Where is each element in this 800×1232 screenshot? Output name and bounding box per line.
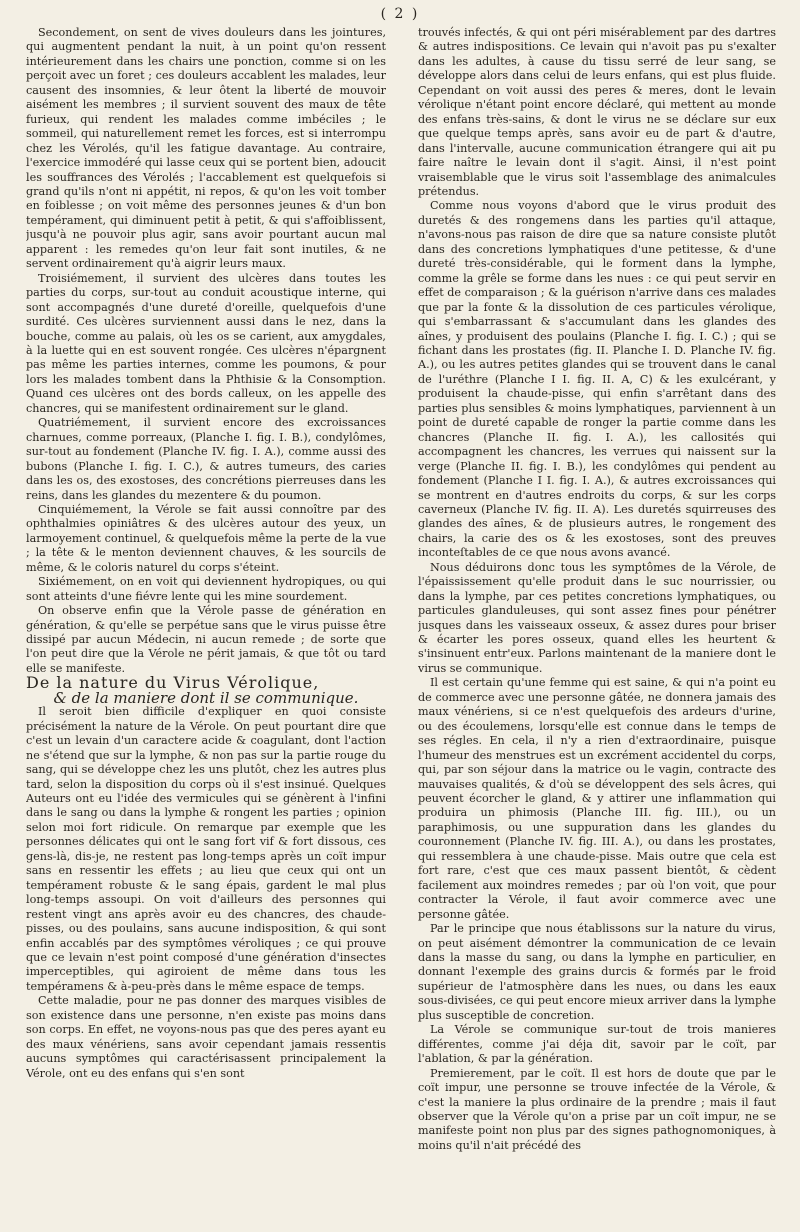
left-column	[26, 26, 386, 1226]
paragraph: Nous déduirons donc tous les symptômes de la Vérole, de l'épaississement qu'elle produit dans le suc nourrissier, ou dans la lymphe, par ces petites concretions lymphatiques, ou particules glanduleuses, qui sont assez fines pour pénétrer jusques dans les vaisseaux osseux, & assez dures pour briser & écarter les pores osseux, quand elles les heurtent & s'insinuent entr'eux. Parlons maintenant de la maniere dont le virus se communique.	[418, 560, 776, 675]
section-subheading: & de la maniere dont il se communique.	[53, 688, 359, 707]
paragraph: Comme nous voyons d'abord que le virus produit des duretés & des rongemens dans les parties qu'il attaque, n'avons-nous pas raison de dire que sa nature consiste plutôt dans des concretions lymphatiques d'une petitesse, & d'une dureté très-considérable, qui le forment dans la lymphe, comme la grêle se forme dans les nues : ce qui peut servir en effet de comparaison ; & la guérison n'arrive dans ces malades que par la fonte & la dissolution de ces particules vérolique, qui s'embarrassant & s'accumulant dans les glandes des aînes, y produisent des poulains (Planche I. fig. I. C.) ; qui se fichant dans les prostates (fig. II. Planche I. D. Planche IV. fig. A.), ou les autres petites glandes qui se trouvent dans le canal de l'uréthre (Planche I I. fig. II. A, C) & les exulcérant, y produisent la chaude-pisse, qui enfin s'arrêtant dans des parties plus sensibles & moins lymphatiques, parviennent à un point de dureté capable de ronger la partie comme dans les chancres (Planche II. fig. I. A.), les callosités qui accompagnent les chancres, les verrues qui naissent sur la verge (Planche II. fig. I. B.), les condylômes qui pendent au fondement (Planche I I. fig. I. A.), & autres excroissances qui se montrent en d'autres endroits du corps, & sur les corps caverneux (Planche IV. fig. II. A). Les duretés squirreuses des glandes des aînes, & de plusieurs autres, le rongement des chairs, la carie des os & les exostoses, sont des preuves inconteſtables de ce que nous avons avancé.	[418, 199, 776, 560]
paragraph: On observe enfin que la Vérole passe de génération en génération, & qu'elle se perpétue sans que le virus puisse être dissipé par aucun Médecin, ni aucun remede ; de sorte que l'on peut dire que la Vérole ne périt jamais, & que tôt ou tard elle se manifeste.	[26, 604, 386, 675]
paragraph: Cette maladie, pour ne pas donner des marques visibles de son existence dans une personne, n'en existe pas moins dans son corps. En effet, ne voyons-nous pas que des peres ayant eu des maux vénériens, sans avoir cependant jamais ressentis aucuns symptômes qui caractérisassent principalement la Vérole, ont eu des enfans qui s'en sont	[26, 994, 386, 1080]
paragraph: Secondement, on sent de vives douleurs dans les jointures, qui augmentent pendant la nuit, à un point qu'on ressent intérieurement dans les chairs une ponction, comme si on les perçoit avec un foret ; ces douleurs accablent les malades, leur causent des insomnies, & leur ôtent la liberté de mouvoir aisément les membres ; il survient souvent des maux de tête furieux, qui rendent les malades comme imbéciles ; le sommeil, qui naturellement remet les forces, est si interrompu chez les Vérolés, qu'il les fatigue davantage. Au contraire, l'exercice immodéré qui lasse ceux qui se portent bien, adoucit les souffrances des Vérolés ; l'accablement est quelquefois si grand qu'ils n'ont ni appétit, ni repos, & qu'on les voit tomber en foiblesse ; on voit même des personnes jeunes & d'un bon tempérament, qui diminuent petit à petit, & qui s'affoiblissent, jusqu'à ne pouvoir plus agir, sans avoir pourtant aucun mal apparent : les remedes qu'on leur fait sont inutiles, & ne servent ordinairement qu'à aigrir leurs maux.	[26, 26, 386, 271]
paragraph: Par le principe que nous établissons sur la nature du virus, on peut aisément démontrer la communication de ce levain dans la masse du sang, ou dans la lymphe en particulier, en donnant l'exemple des grains durcis & formés par le froid supérieur de l'atmosphère dans les nues, ou dans les eaux sous-divisées, ce qui peut encore mieux arriver dans la lymphe plus susceptible de concretion.	[418, 922, 776, 1022]
paragraph: Premierement, par le coït. Il est hors de doute que par le coït impur, une personne se trouve infectée de la Vérole, & c'est la maniere la plus ordinaire de la prendre ; mais il faut observer que la Vérole qu'on a prise par un coït impur, ne se manifeste point non plus par des signes pathognomoniques, à moins qu'il n'ait précédé des	[418, 1066, 776, 1152]
right-column	[418, 26, 776, 1226]
paragraph: Il seroit bien difficile d'expliquer en quoi consiste précisément la nature de la Vérole. On peut pourtant dire que c'est un levain d'un caractere acide & coagulant, dont l'action ne s'étend que sur la lymphe, & non pas sur la partie rouge du sang, qui se développe chez les uns plutôt, chez les autres plus tard, selon la disposition du corps où il s'est insinué. Quelques Auteurs ont eu l'idée des vermicules qui se génèrent à l'infini dans le sang ou dans la lymphe & rongent les parties ; opinion selon moi fort ridicule. On remarque par exemple que les personnes délicates qui ont le sang fort vif & fort dissous, ces gens-là, dis-je, ne restent pas long-temps après un coït impur sans en ressentir les effets ; au lieu que ceux qui ont un tempérament robuste & le sang épais, gardent le mal plus long-temps assoupi. On voit d'ailleurs des personnes qui restent vingt ans après avoir eu des chancres, des chaude-pisses, ou des poulains, sans aucune indisposition, & qui sont enfin accablés par des symptômes véroliques ; ce qui prouve que ce levain n'est point composé d'une génération d'insectes imperceptibles, qui agiroient de même dans tous les tempéramens & à-peu-près dans le même espace de temps.	[26, 705, 386, 993]
page-number: ( 2 )	[380, 6, 420, 22]
paragraph: Sixiémement, on en voit qui deviennent hydropiques, ou qui sont atteints d'une fiévre lente qui les mine sourdement.	[26, 575, 386, 603]
paragraph: Il est certain qu'une femme qui est saine, & qui n'a point eu de commerce avec une personne gâtée, ne donnera jamais des maux vénériens, si ce n'est quelquefois des ardeurs d'urine, ou des écoulemens, lorsqu'elle est connue dans le temps de ses régles. En cela, il n'y a rien d'extraordinaire, puisque l'humeur des menstrues est un excrément accidentel du corps, qui, par son séjour dans la matrice ou le vagin, contracte des mauvaises qualités, & d'où se développent des sels âcres, qui peuvent écorcher le gland, & y attirer une inflammation qui produira un phimosis (Planche III. fig. III.), ou un paraphimosis, ou une suppuration dans les glandes du couronnement (Planche IV. fig. III. A.), ou dans les prostates, qui ressemblera à une chaude-pisse. Mais outre que cela est fort rare, c'est que ces maux passent bientôt, & cèdent facilement aux moindres remedes ; par où l'on voit, que pour contracter la Vérole, il faut avoir commerce avec une personne gâtée.	[418, 676, 776, 921]
paragraph: Troisiémement, il survient des ulcères dans toutes les parties du corps, sur-tout au conduit acoustique interne, qui sont accompagnés d'une dureté d'oreille, quelquefois d'une surdité. Ces ulcères surviennent aussi dans le nez, dans la bouche, comme au palais, où les os se carient, aux amygdales, à la luette qui en est souvent rongée. Ces ulcères n'épargnent pas même les parties internes, comme les poumons, & pour lors les malades tombent dans la Phthisie & la Consomption. Quand ces ulcères ont des bords calleux, on les appelle des chancres, qui se manifestent ordinairement sur le gland.	[26, 271, 386, 415]
section-heading: De la nature du Virus Vérolique,	[26, 673, 320, 693]
paragraph: La Vérole se communique sur-tout de trois manieres différentes, comme j'ai déja dit, savoir par le coït, par l'ablation, & par la génération.	[418, 1023, 776, 1066]
paragraph: Cinquiémement, la Vérole se fait aussi connoître par des ophthalmies opiniâtres & des ulcères autour des yeux, un larmoyement continuel, & quelquefois même la perte de la vue ; la tête & le menton deviennent chauves, & les sourcils de même, & le coloris naturel du corps s'éteint.	[26, 502, 386, 574]
paragraph: Quatriémement, il survient encore des excroissances charnues, comme porreaux, (Planche I. fig. I. B.), condylômes, sur-tout au fondement (Planche IV. fig. I. A.), comme aussi des bubons (Planche I. fig. I. C.), & autres tumeurs, des caries dans les os, des exostoses, des concrétions pierreuses dans les reins, dans les glandes du mezentere & du poumon.	[26, 416, 386, 502]
paragraph: trouvés infectés, & qui ont péri misérablement par des dartres & autres indispositions. Ce levain qui n'avoit pas pu s'exalter dans les adultes, à cause du tissu serré de leur sang, se développe alors dans celui de leurs enfans, qui est plus fluide. Cependant on voit aussi des peres & meres, dont le levain vérolique n'étant point encore déclaré, qui mettent au monde des enfans très-sains, & dont le virus ne se déclare sur eux que quelque temps après, sans avoir eu de part & d'autre, dans l'intervalle, aucune communication étrangere qui ait pu faire naître le levain dont il s'agit. Ainsi, il n'est point vraisemblable que le virus soit l'assemblage des animalcules prétendus.	[418, 26, 776, 198]
